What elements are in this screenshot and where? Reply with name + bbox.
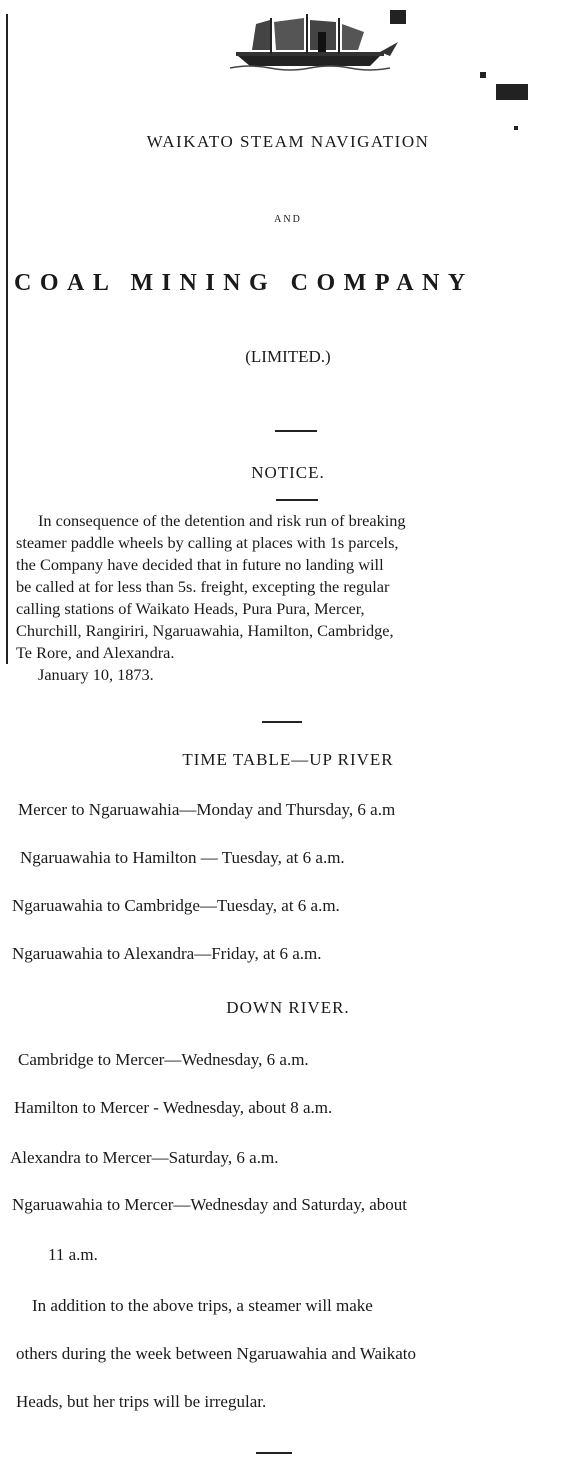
steamship-icon: [230, 12, 400, 72]
notice-line: In consequence of the detention and risk run of breaking: [38, 511, 406, 530]
notice-body: [16, 510, 576, 664]
notice-line: be called at for less than 5s. freight, excepting the regular: [16, 577, 390, 596]
additional-line: In addition to the above trips, a steamer will make: [32, 1296, 373, 1315]
additional-line: others during the week between Ngaruawahia and Waikato: [16, 1344, 417, 1363]
title-conjunction: AND: [274, 214, 302, 225]
timetable-row: Alexandra to Mercer—Saturday, 6 a.m.: [10, 1148, 279, 1167]
timetable-row: Mercer to Ngaruawahia—Monday and Thursday, 6 a.m: [18, 800, 396, 819]
timetable-row: Ngaruawahia to Hamilton — Tuesday, at 6 a.m.: [20, 848, 345, 867]
notice-line: calling stations of Waikato Heads, Pura Pura, Mercer,: [16, 599, 365, 618]
column-rule-left: [6, 14, 8, 664]
additional-line: Heads, but her trips will be irregular.: [16, 1392, 267, 1411]
timetable-row: Cambridge to Mercer—Wednesday, 6 a.m.: [18, 1050, 309, 1069]
divider: [275, 430, 317, 432]
timetable-row: Ngaruawahia to Cambridge—Tuesday, at 6 a.m.: [12, 896, 340, 915]
divider: [262, 721, 302, 723]
additional-trips: [16, 1282, 576, 1426]
company-title-line2: COAL MINING COMPANY: [14, 270, 474, 296]
notice-heading: NOTICE.: [251, 463, 325, 482]
company-title-line1: WAIKATO STEAM NAVIGATION: [146, 132, 430, 151]
timetable-row: Hamilton to Mercer - Wednesday, about 8 a.m.: [14, 1098, 333, 1117]
timetable-down-heading: DOWN RIVER.: [226, 998, 350, 1017]
notice-date: January 10, 1873.: [38, 665, 154, 684]
notice-line: steamer paddle wheels by calling at places with 1s parcels,: [16, 533, 399, 552]
ink-speck: [390, 10, 406, 24]
notice-line: the Company have decided that in future no landing will: [16, 555, 384, 574]
ink-speck: [480, 72, 486, 78]
timetable-up-heading: TIME TABLE—UP RIVER: [182, 750, 394, 769]
ink-speck: [496, 84, 528, 100]
notice-line: Churchill, Rangiriri, Ngaruawahia, Hamilton, Cambridge,: [16, 621, 394, 640]
divider: [256, 1452, 292, 1454]
timetable-row: Ngaruawahia to Alexandra—Friday, at 6 a.m.: [12, 944, 322, 963]
company-limited: (LIMITED.): [245, 347, 331, 366]
timetable-row: 11 a.m.: [48, 1245, 98, 1264]
ink-speck: [514, 126, 518, 130]
divider: [276, 499, 318, 501]
notice-line: Te Rore, and Alexandra.: [16, 643, 175, 662]
timetable-row: Ngaruawahia to Mercer—Wednesday and Saturday, about: [12, 1195, 407, 1214]
